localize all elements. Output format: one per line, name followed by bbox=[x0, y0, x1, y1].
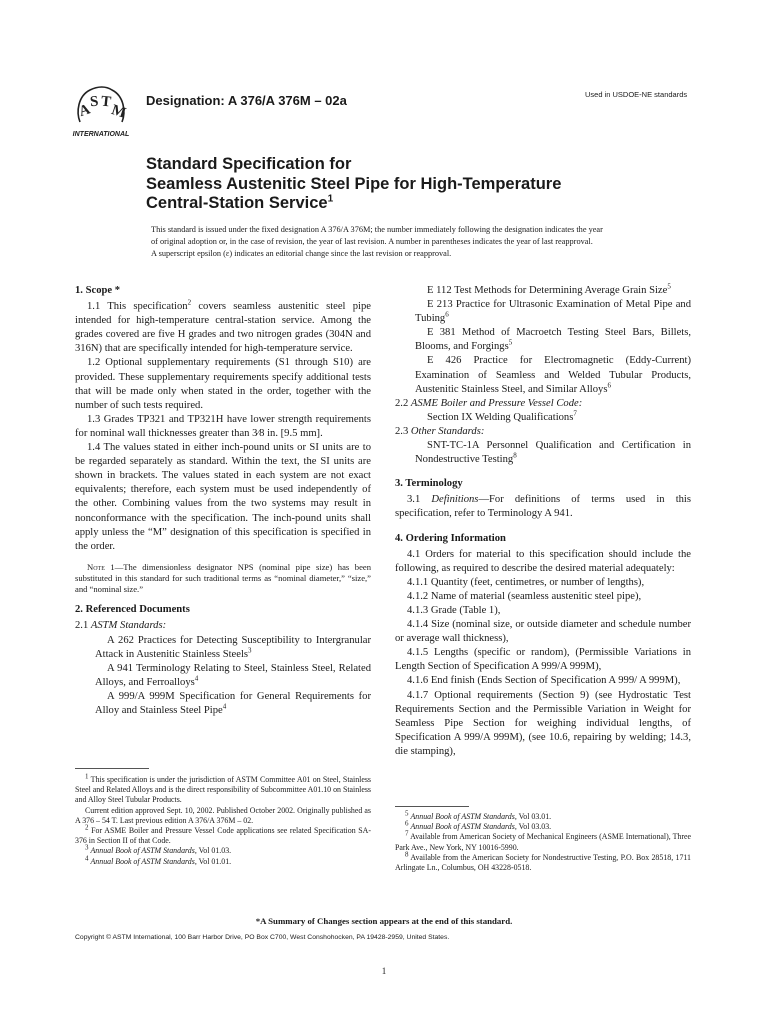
section-3-heading: 3. Terminology bbox=[395, 478, 463, 490]
para-1-1: 1.1 This specification$^2$ covers seamless austenitic steel pipe intended for high-temperature central-station service. Among the grades covered are five H grades and two nitrogen grades (304N and 316N) that are specifically intended for high-temperature service. bbox=[75, 298, 371, 355]
ref-a262: A 262 Practices for Detecting Susceptibility to Intergranular Attack in Austenitic Stainless Steels$^3$ bbox=[95, 634, 371, 660]
title-line-1: Standard Specification for bbox=[146, 155, 352, 173]
para-1-3: 1.3 Grades TP321 and TP321H have lower strength requirements for nominal wall thicknesses greater than 3⁄8 in. [9.5 mm]. bbox=[75, 413, 371, 439]
title-line-3: Central-Station Service$^1$ bbox=[146, 193, 334, 212]
footnote-6: $^6$ Annual Book of ASTM Standards, Vol 03.03. bbox=[405, 819, 552, 832]
footnote-8: $^8$ Available from the American Society for Nondestructive Testing, P.O. Box 28518, 1711 Arlingate Ln., Columbus, OH 43228-0518. bbox=[395, 850, 691, 873]
svg-text:T: T bbox=[100, 93, 112, 111]
issue-note-line-3: A superscript epsilon (ε) indicates an editorial change since the last revision or reapproval. bbox=[151, 249, 452, 258]
footnote-5: $^5$ Annual Book of ASTM Standards, Vol 03.01. bbox=[405, 809, 552, 821]
footnotes-left bbox=[75, 772, 371, 867]
issue-note-line-1: This standard is issued under the fixed designation A 376/A 376M; the number immediately following the designation indicates the year bbox=[151, 225, 603, 234]
para-4-1-3: 4.1.3 Grade (Table 1), bbox=[407, 604, 501, 616]
para-1-2: 1.2 Optional supplementary requirements (S1 through S10) are provided. These supplementary requirements specify additional tests that will be made only when stated in the order, together with the number of such tests required. bbox=[75, 357, 371, 411]
footnotes-right bbox=[395, 809, 691, 873]
para-4-1-6: 4.1.6 End finish (Ends Section of Specification A 999/ A 999M), bbox=[407, 675, 681, 687]
footnote-1: $^1$ This specification is under the jurisdiction of ASTM Committee A01 on Steel, Stainless Steel and Related Alloys and is the direct responsibility of Subcommittee A01.10 on Stainless and Alloy Steel Tubular Products. bbox=[75, 772, 371, 805]
svg-text:M: M bbox=[109, 102, 128, 122]
para-4-1-1: 4.1.1 Quantity (feet, centimetres, or number of lengths), bbox=[407, 576, 645, 588]
page-number: 1 bbox=[381, 966, 387, 976]
right-column bbox=[395, 284, 691, 759]
used-in-note: Used in USDOE-NE standards bbox=[585, 90, 688, 99]
footnote-1b: Current edition approved Sept. 10, 2002. Published October 2002. Originally published as A 376 – 54 T. Last previous edition A 376/A 376M – 02. bbox=[75, 805, 371, 825]
para-3-1: 3.1 Definitions—For definitions of terms used in this specification, refer to Terminology A 941. bbox=[395, 494, 691, 520]
footnote-rule-right bbox=[395, 806, 469, 807]
ref-snt-tc-1a: SNT-TC-1A Personnel Qualification and Certification in Nondestructive Testing$^8$ bbox=[415, 440, 691, 466]
footnote-3: $^3$ Annual Book of ASTM Standards, Vol 01.03. bbox=[85, 843, 232, 856]
ref-e426: E 426 Practice for Electromagnetic (Eddy-Current) Examination of Seamless and Welded Tubular Products, Austenitic Stainless Steel, and Similar Alloys$^6$ bbox=[415, 355, 691, 395]
footnote-rule-left bbox=[75, 768, 149, 769]
svg-text:S: S bbox=[89, 93, 100, 111]
document-title bbox=[146, 155, 706, 214]
svg-text:A: A bbox=[77, 101, 93, 121]
issue-note-line-2: of original adoption or, in the case of revision, the year of last revision. A number in parentheses indicates the year of last reapproval. bbox=[151, 237, 593, 246]
para-4-1-2: 4.1.2 Name of material (seamless austenitic steel pipe), bbox=[407, 590, 642, 602]
para-4-1-7: 4.1.7 Optional requirements (Section 9) (see Hydrostatic Test Requirements Section and the Permissible Variation in Weight for Seamless Pipe Section for weighing individual lengths, of Specification A 999/A 999M), (see 10.6, repairing by welding; 14.3, die stamping), bbox=[395, 689, 691, 757]
section-2-heading: 2. Referenced Documents bbox=[75, 604, 190, 616]
title-footnote-marker: 1 bbox=[327, 193, 334, 205]
left-column bbox=[75, 284, 371, 718]
footnote-4: $^4$ Annual Book of ASTM Standards, Vol 01.01. bbox=[85, 854, 232, 866]
title-line-2: Seamless Austenitic Steel Pipe for High-Temperature bbox=[146, 174, 562, 193]
summary-of-changes-note: *A Summary of Changes section appears at the end of this standard. bbox=[255, 916, 513, 926]
para-4-1-4: 4.1.4 Size (nominal size, or outside diameter and schedule number or average wall thickness), bbox=[395, 619, 691, 645]
designation: Designation: A 376/A 376M – 02a bbox=[146, 93, 347, 108]
ref-e381: E 381 Method of Macroetch Testing Steel Bars, Billets, Blooms, and Forgings$^5$ bbox=[415, 327, 691, 353]
footnote-7: $^7$ Available from American Society of Mechanical Engineers (ASME International), Three Park Ave., New York, NY 10016-5990. bbox=[395, 829, 691, 852]
section-4-heading: 4. Ordering Information bbox=[395, 532, 506, 544]
para-2-2: 2.2 ASME Boiler and Pressure Vessel Code: bbox=[395, 397, 583, 409]
logo-caption: INTERNATIONAL bbox=[72, 131, 130, 138]
para-4-1: 4.1 Orders for material to this specification should include the following, as required to describe the desired material adequately: bbox=[395, 548, 691, 574]
para-2-1: 2.1 ASTM Standards: bbox=[75, 620, 167, 632]
ref-e213: E 213 Practice for Ultrasonic Examination of Metal Pipe and Tubing$^6$ bbox=[415, 299, 691, 325]
issue-note bbox=[146, 224, 691, 260]
ref-a999: A 999/A 999M Specification for General Requirements for Alloy and Stainless Steel Pipe$^4$ bbox=[95, 690, 371, 717]
para-4-1-5: 4.1.5 Lengths (specific or random), (Permissible Variations in Length Section of Specification A 999/A 999M), bbox=[395, 647, 691, 673]
para-2-3: 2.3 Other Standards: bbox=[395, 425, 485, 437]
para-1-4: 1.4 The values stated in either inch-pound units or SI units are to be regarded separately as standard. Within the text, the SI units are shown in brackets. The values stated in each system are not exact equivalents; therefore, each system must be used independently of the other. Combining values from the two systems may result in nonconformance with the specification. The inch-pound units shall apply unless the “M” designation of this specification is specified in the order. bbox=[75, 442, 371, 552]
footnote-2: $^2$ For ASME Boiler and Pressure Vessel Code applications see related Specification SA-376 in Section II of that Code. bbox=[75, 823, 371, 846]
ref-e112: E 112 Test Methods for Determining Average Grain Size$^5$ bbox=[427, 282, 671, 296]
copyright-line: Copyright © ASTM International, 100 Barr Harbor Drive, PO Box C700, West Conshohocken, PA 19428-2959, United States. bbox=[75, 934, 450, 941]
ref-a941: A 941 Terminology Relating to Steel, Stainless Steel, Related Alloys, and Ferroalloys$^4$ bbox=[95, 662, 371, 688]
note-1: Note 1—The dimensionless designator NPS (nominal pipe size) has been substituted in this standard for such traditional terms as “nominal diameter,” “size,” and “nominal size.” bbox=[75, 561, 371, 595]
astm-logo bbox=[66, 82, 136, 140]
ref-section-ix: Section IX Welding Qualifications$^7$ bbox=[427, 409, 577, 423]
section-1-heading: 1. Scope * bbox=[75, 285, 121, 296]
